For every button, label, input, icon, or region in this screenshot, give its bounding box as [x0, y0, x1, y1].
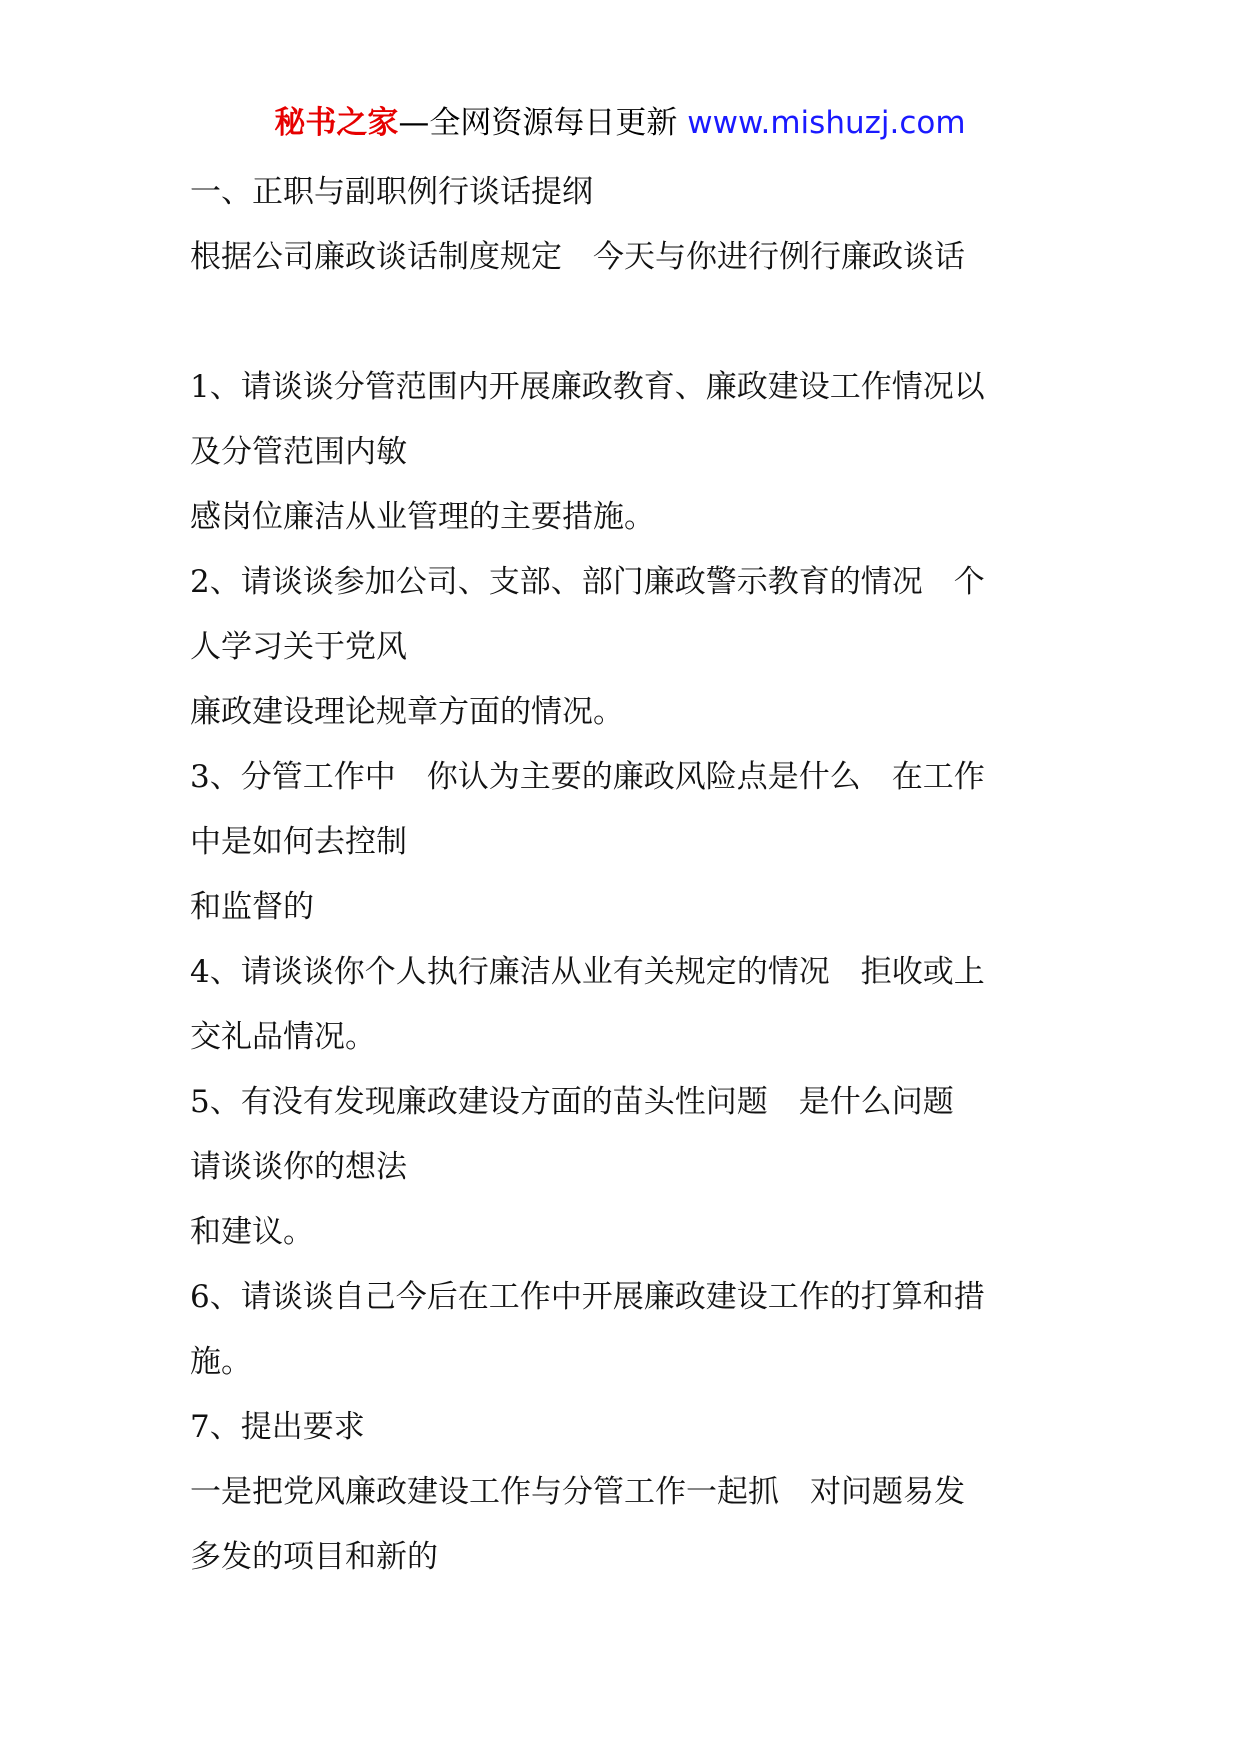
- requirement-line-2: 多发的项目和新的: [190, 1539, 438, 1575]
- item-5-line-3: 和建议。: [190, 1214, 314, 1250]
- header-slogan: —全网资源每日更新: [398, 105, 688, 141]
- document-body: [190, 160, 1060, 1590]
- document-heading: 一、正职与副职例行谈话提纲: [190, 174, 593, 210]
- blank-line: [190, 290, 1060, 355]
- item-6-line-2: 施。: [190, 1344, 252, 1380]
- item-1-line-3: 感岗位廉洁从业管理的主要措施。: [190, 499, 655, 535]
- item-6-line-1: 6、请谈谈自己今后在工作中开展廉政建设工作的打算和措: [190, 1279, 985, 1315]
- intro-line: 根据公司廉政谈话制度规定 今天与你进行例行廉政谈话: [190, 239, 965, 275]
- site-url[interactable]: www.mishuzj.com: [687, 105, 966, 141]
- item-3-line-2: 中是如何去控制: [190, 824, 407, 860]
- item-1-line-2: 及分管范围内敏: [190, 434, 407, 470]
- item-4-line-1: 4、请谈谈你个人执行廉洁从业有关规定的情况 拒收或上: [190, 954, 985, 990]
- item-7-heading: 7、提出要求: [190, 1409, 365, 1445]
- item-2-line-3: 廉政建设理论规章方面的情况。: [190, 694, 624, 730]
- item-5-line-2: 请谈谈你的想法: [190, 1149, 407, 1185]
- item-5-line-1: 5、有没有发现廉政建设方面的苗头性问题 是什么问题: [190, 1084, 954, 1120]
- page-header: [0, 100, 1240, 146]
- item-3-line-3: 和监督的: [190, 889, 314, 925]
- requirement-line-1: 一是把党风廉政建设工作与分管工作一起抓 对问题易发: [190, 1474, 965, 1510]
- item-2-line-1: 2、请谈谈参加公司、支部、部门廉政警示教育的情况 个: [190, 564, 985, 600]
- item-2-line-2: 人学习关于党风: [190, 629, 407, 665]
- item-4-line-2: 交礼品情况。: [190, 1019, 376, 1055]
- brand-name: 秘书之家: [274, 105, 399, 141]
- item-1-line-1: 1、请谈谈分管范围内开展廉政教育、廉政建设工作情况以: [190, 369, 985, 405]
- item-3-line-1: 3、分管工作中 你认为主要的廉政风险点是什么 在工作: [190, 759, 985, 795]
